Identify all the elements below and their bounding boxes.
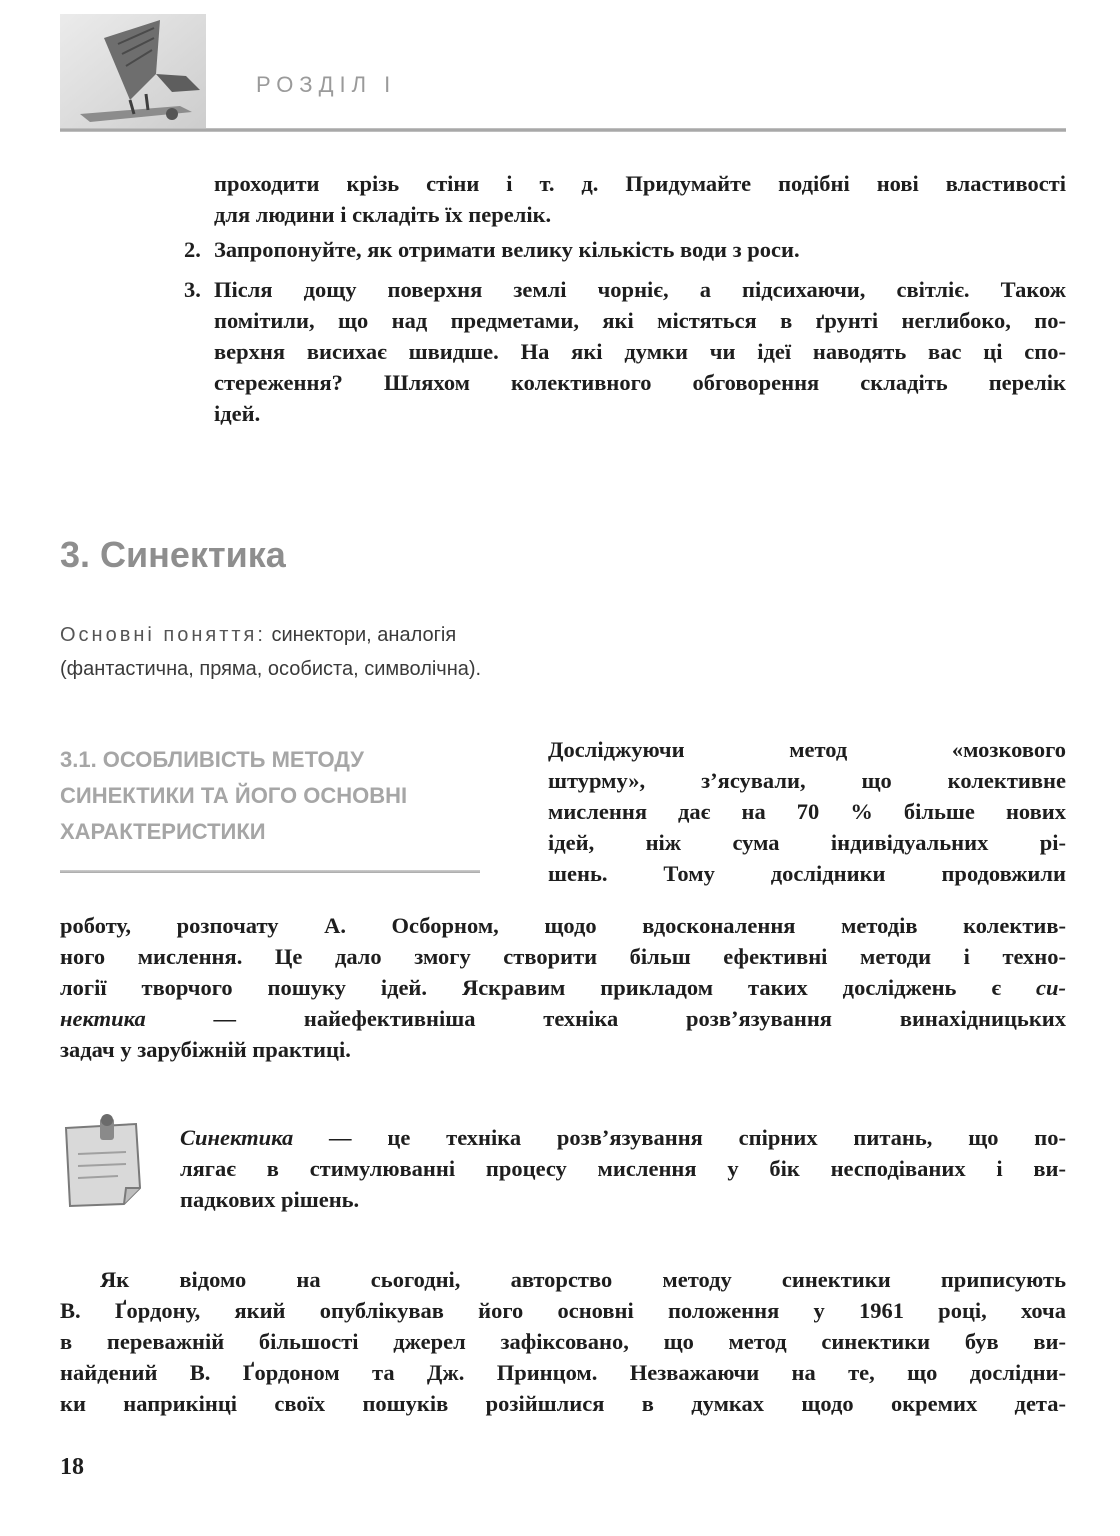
text-line: шень. Тому дослідники продовжили [548, 861, 1066, 886]
text-line: найдений В. Ґордоном та Дж. Принцом. Незважаючи на те, що дослідни- [60, 1360, 1066, 1385]
paragraph-1-full [60, 910, 1066, 1065]
text-line: мислення дає на 70 % більше нових [548, 799, 1066, 824]
exercise-item-3 [184, 274, 1066, 429]
exercise-number: 2. [184, 237, 201, 262]
text-line [60, 972, 1066, 1003]
text-line: ки наприкінці своїх пошуків розійшлися в думках щодо окремих дета- [60, 1391, 1066, 1416]
subsection-heading [60, 742, 500, 850]
key-concepts [60, 618, 660, 686]
key-concepts-label: Основні поняття: [60, 624, 266, 646]
text-line: стереження? Шляхом колективного обговорення складіть перелік [214, 370, 1066, 395]
text-line: ідей, ніж сума індивідуальних рі- [548, 830, 1066, 855]
italic-term: си- [1036, 975, 1067, 1000]
exercise-number: 3. [184, 277, 201, 302]
page-number: 18 [60, 1454, 84, 1480]
text-line [180, 1122, 1066, 1153]
text-line: В. Ґордону, який опублікував його основні положення у 1961 році, хоча [60, 1298, 1066, 1323]
key-concepts-list-continued: (фантастична, пряма, особиста, символічна). [60, 658, 482, 680]
text-line: штурму», з’ясували, що колективне [548, 768, 1066, 793]
subsection-heading-line: ХАРАКТЕРИСТИКИ [60, 819, 266, 844]
text-line: Як відомо на сьогодні, авторство методу синектики приписують [100, 1267, 1066, 1292]
text-line: ного мислення. Це дало змогу створити більш ефективні методи і техно- [60, 944, 1066, 969]
text-line: проходити крізь стіни і т. д. Придумайте подібні нові властивості [214, 171, 1066, 196]
text-line: в переважній більшості джерел зафіксовано, що метод синектики був ви- [60, 1329, 1066, 1354]
chapter-title: 3. Синектика [60, 534, 286, 575]
text-line: Досліджуючи метод «мозкового [548, 737, 1066, 762]
subsection-heading-line: СИНЕКТИКИ ТА ЙОГО ОСНОВНІ [60, 783, 408, 808]
note-pin-icon [60, 1114, 148, 1210]
key-concepts-list: синектори, аналогія [271, 624, 457, 646]
paragraph-1-right [548, 734, 1066, 889]
definition-block [180, 1122, 1066, 1215]
text-line: лягає в стимулюванні процесу мислення у бік несподіваних і ви- [180, 1156, 1066, 1181]
text-line: верхня висихає швидше. На які думки чи ідеї наводять вас ці спо- [214, 339, 1066, 364]
text-line: задач у зарубіжній практиці. [60, 1037, 351, 1062]
text-line: помітили, що над предметами, які містяться в ґрунті неглибоко, по- [214, 308, 1066, 333]
text-line: для людини і складіть їх перелік. [214, 202, 552, 227]
text-run: логії творчого пошуку ідей. Яскравим прикладом таких досліджень є [60, 975, 1002, 1000]
header-divider [60, 128, 1066, 132]
text-line: падкових рішень. [180, 1187, 360, 1212]
text-line: Запропонуйте, як отримати велику кількість води з роси. [214, 237, 800, 262]
text-line: роботу, розпочату А. Осборном, щодо вдосконалення методів колектив- [60, 913, 1066, 938]
text-run: — найефективніша техніка розв’язування винахідницьких [145, 1006, 1066, 1031]
exercise-1-continuation [214, 168, 1066, 230]
section-label: РОЗДІЛ І [256, 72, 397, 97]
paragraph-2 [60, 1264, 1066, 1419]
text-line: Після дощу поверхня землі чорніє, а підсихаючи, світліє. Також [214, 277, 1066, 302]
flying-machine-illustration [60, 14, 206, 132]
definition-term: Синектика [180, 1125, 294, 1150]
exercise-item-2 [184, 234, 1066, 265]
subsection-heading-line: 3.1. ОСОБЛИВІСТЬ МЕТОДУ [60, 747, 364, 772]
text-line: ідей. [214, 401, 261, 426]
text-line [60, 1003, 1066, 1034]
italic-term: нектика [60, 1006, 146, 1031]
text-run: — це техніка розв’язування спірних питань, що по- [293, 1125, 1066, 1150]
subsection-divider [60, 870, 480, 873]
